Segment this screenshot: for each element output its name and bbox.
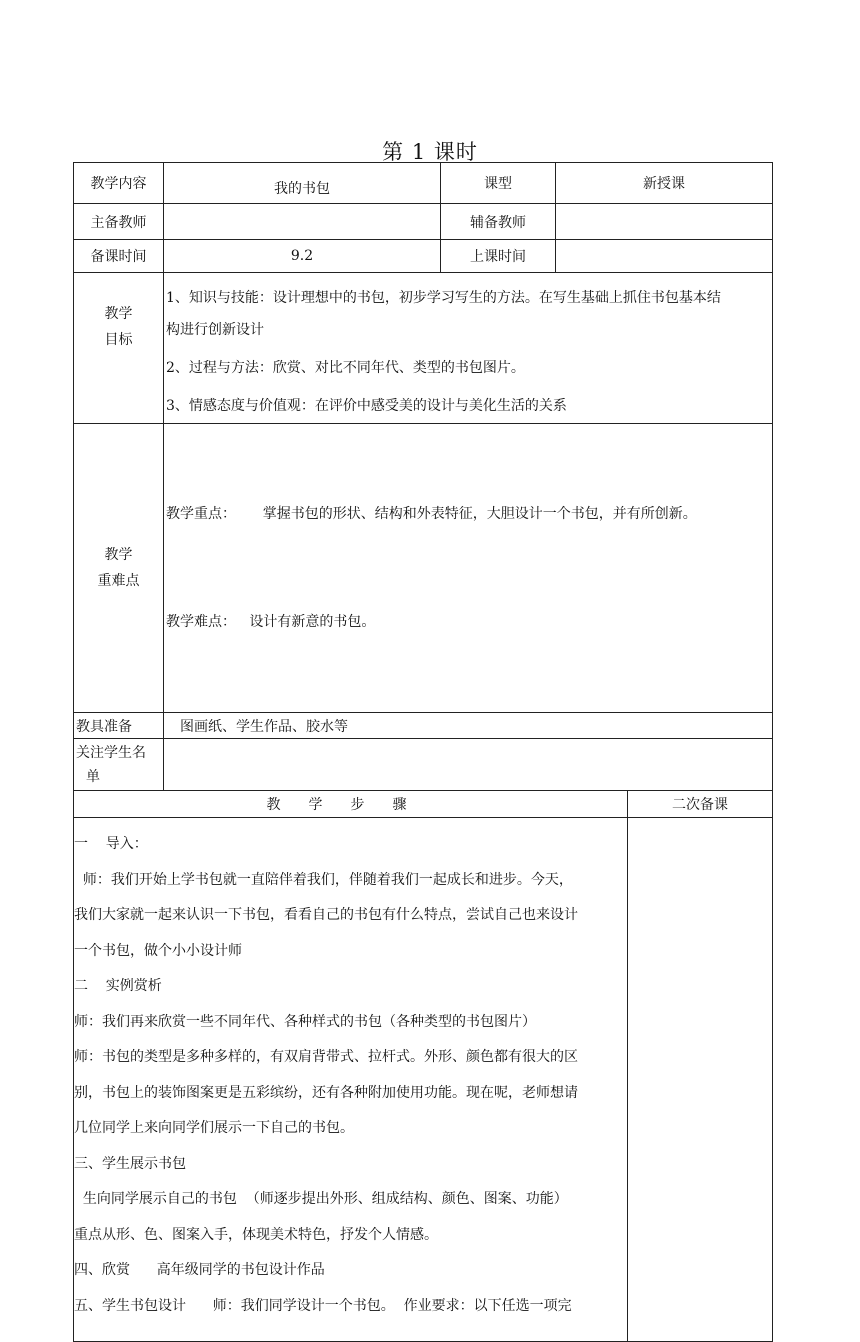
class-time-value (556, 240, 773, 273)
key-points-label-line2: 重难点 (97, 573, 140, 589)
step-line: 一 导入： (74, 836, 148, 852)
lesson-plan-table (73, 162, 773, 1342)
row-objectives (74, 273, 773, 424)
step-line: 四、欣赏 高年级同学的书包设计作品 (74, 1262, 325, 1278)
step-line: 生向同学展示自己的书包 （师逐步提出外形、组成结构、颜色、图案、功能） (74, 1191, 568, 1207)
second-prep-body (628, 818, 773, 1342)
focus-students-label-line2: 单 (86, 768, 100, 785)
step-line: 三、学生展示书包 (74, 1155, 186, 1172)
objectives-label-line2: 目标 (104, 332, 133, 348)
row-steps-body (74, 818, 773, 1342)
row-materials (74, 713, 773, 739)
objective-line: 构进行创新设计 (166, 322, 264, 338)
key-points-body (164, 424, 773, 713)
row-teachers (74, 204, 773, 240)
step-line: 师：书包的类型是多种多样的，有双肩背带式、拉杆式。外形、颜色都有很大的区 (74, 1049, 578, 1065)
step-line: 一个书包，做个小小设计师 (74, 942, 242, 959)
prep-time-label: 备课时间 (74, 240, 164, 273)
key-emphasis: 教学重点： 掌握书包的形状、结构和外表特征，大胆设计一个书包，并有所创新。 (166, 506, 697, 522)
key-points-label-line1: 教学 (104, 547, 133, 563)
materials-label: 教具准备 (74, 713, 164, 739)
steps-header: 教学步骤 (74, 791, 628, 818)
type-value: 新授课 (556, 163, 773, 204)
focus-students-label-line1: 关注学生名 (76, 744, 146, 761)
objectives-body (164, 273, 773, 424)
step-line: 别，书包上的装饰图案更是五彩缤纷，还有各种附加使用功能。现在呢，老师想请 (74, 1084, 578, 1101)
second-prep-header: 二次备课 (628, 791, 773, 818)
step-line: 五、学生书包设计 师：我们同学设计一个书包。 作业要求：以下任选一项完 (74, 1297, 572, 1314)
key-points-label (74, 424, 164, 713)
assist-teacher-value (556, 204, 773, 240)
focus-students-label (74, 739, 164, 791)
step-line: 我们大家就一起来认识一下书包，看看自己的书包有什么特点，尝试自己也来设计 (74, 907, 578, 923)
row-content (74, 163, 773, 204)
row-times (74, 240, 773, 273)
focus-students-value (164, 739, 773, 791)
class-time-label: 上课时间 (441, 240, 556, 273)
prep-time-value: 9.2 (164, 240, 441, 273)
step-line: 重点从形、色、图案入手，体现美术特色，抒发个人情感。 (74, 1226, 438, 1243)
row-focus-students (74, 739, 773, 791)
objective-line: 2、过程与方法：欣赏、对比不同年代、类型的书包图片。 (166, 360, 525, 376)
objectives-label (74, 273, 164, 424)
page-title: 第 1 课时 (382, 140, 478, 164)
main-teacher-value (164, 204, 441, 240)
content-label: 教学内容 (74, 163, 164, 204)
type-label: 课型 (441, 163, 556, 204)
key-difficulty: 教学难点： 设计有新意的书包。 (166, 614, 376, 630)
row-steps-header (74, 791, 773, 818)
step-line: 二 实例赏析 (74, 978, 162, 994)
step-line: 几位同学上来向同学们展示一下自己的书包。 (74, 1120, 354, 1136)
content-value: 我的书包 (164, 163, 441, 204)
assist-teacher-label: 辅备教师 (441, 204, 556, 240)
objective-line: 1、知识与技能：设计理想中的书包，初步学习写生的方法。在写生基础上抓住书包基本结 (166, 290, 721, 306)
step-line: 师：我们开始上学书包就一直陪伴着我们，伴随着我们一起成长和进步。今天， (74, 871, 573, 888)
objective-line: 3、情感态度与价值观：在评价中感受美的设计与美化生活的关系 (166, 398, 567, 414)
steps-body (74, 818, 628, 1342)
objectives-label-line1: 教学 (104, 306, 133, 322)
materials-value: 图画纸、学生作品、胶水等 (164, 713, 773, 739)
row-key-points (74, 424, 773, 713)
main-teacher-label: 主备教师 (74, 204, 164, 240)
step-line: 师：我们再来欣赏一些不同年代、各种样式的书包（各种类型的书包图片） (74, 1013, 536, 1030)
